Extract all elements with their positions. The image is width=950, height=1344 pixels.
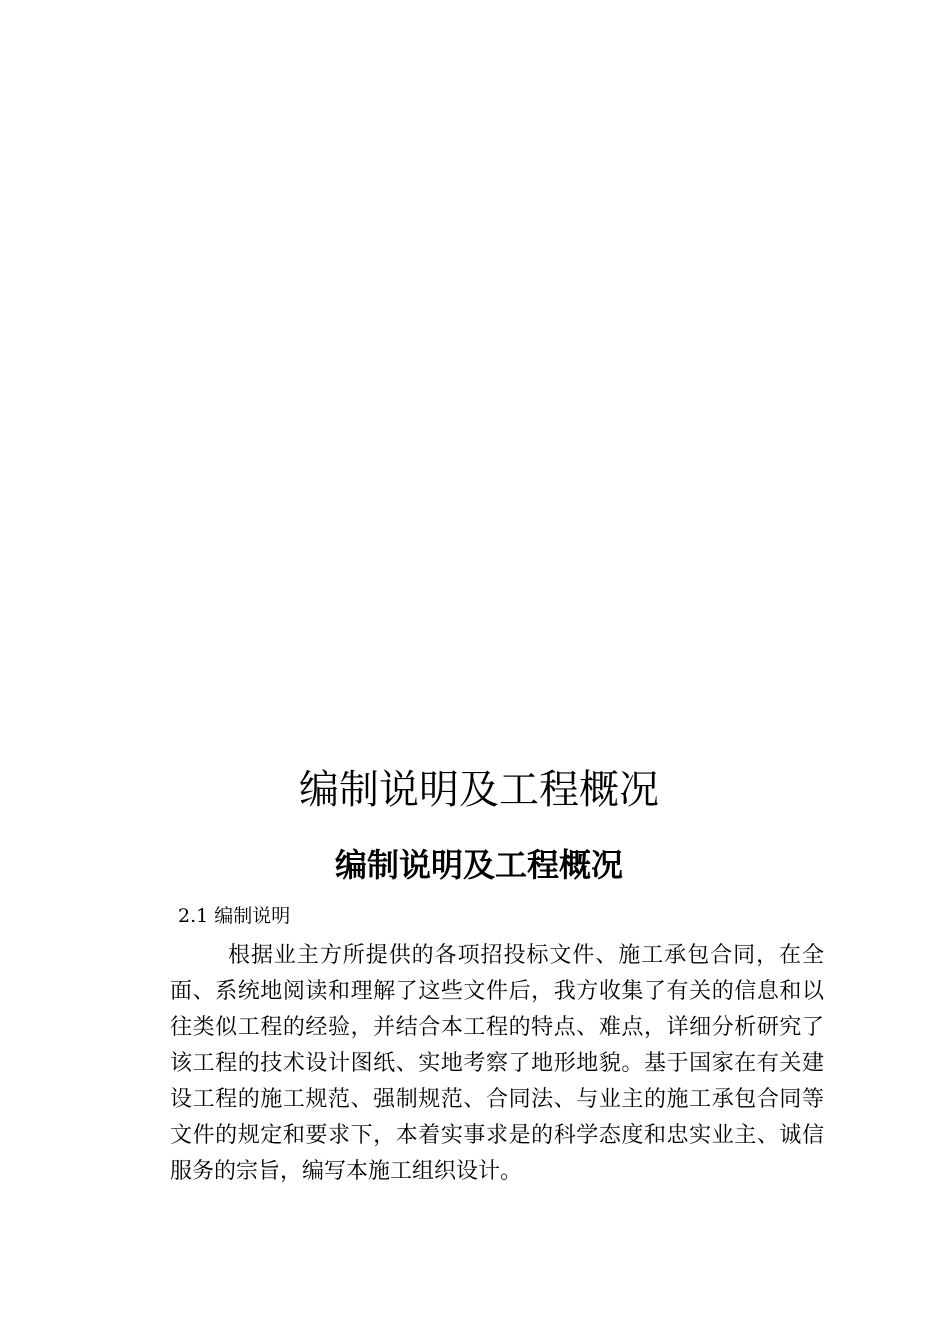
section-heading: 2.1 编制说明: [178, 905, 291, 927]
paragraph-line: 往类似工程的经验，并结合本工程的特点、难点，详细分析研究了: [170, 1015, 824, 1040]
sub-title: 编制说明及工程概况: [334, 846, 623, 884]
paragraph-line: 服务的宗旨，编写本施工组织设计。: [170, 1159, 523, 1184]
body-paragraph: [170, 938, 824, 1190]
paragraph-line: 该工程的技术设计图纸、实地考察了地形地貌。基于国家在有关建: [170, 1051, 824, 1076]
paragraph-line: 面、系统地阅读和理解了这些文件后，我方收集了有关的信息和以: [170, 979, 824, 1004]
paragraph-line: 根据业主方所提供的各项招投标文件、施工承包合同，在全: [228, 943, 824, 968]
paragraph-line: 文件的规定和要求下，本着实事求是的科学态度和忠实业主、诚信: [170, 1123, 824, 1148]
paragraph-line: 设工程的施工规范、强制规范、合同法、与业主的施工承包合同等: [170, 1087, 824, 1112]
main-title: 编制说明及工程概况: [299, 767, 659, 813]
